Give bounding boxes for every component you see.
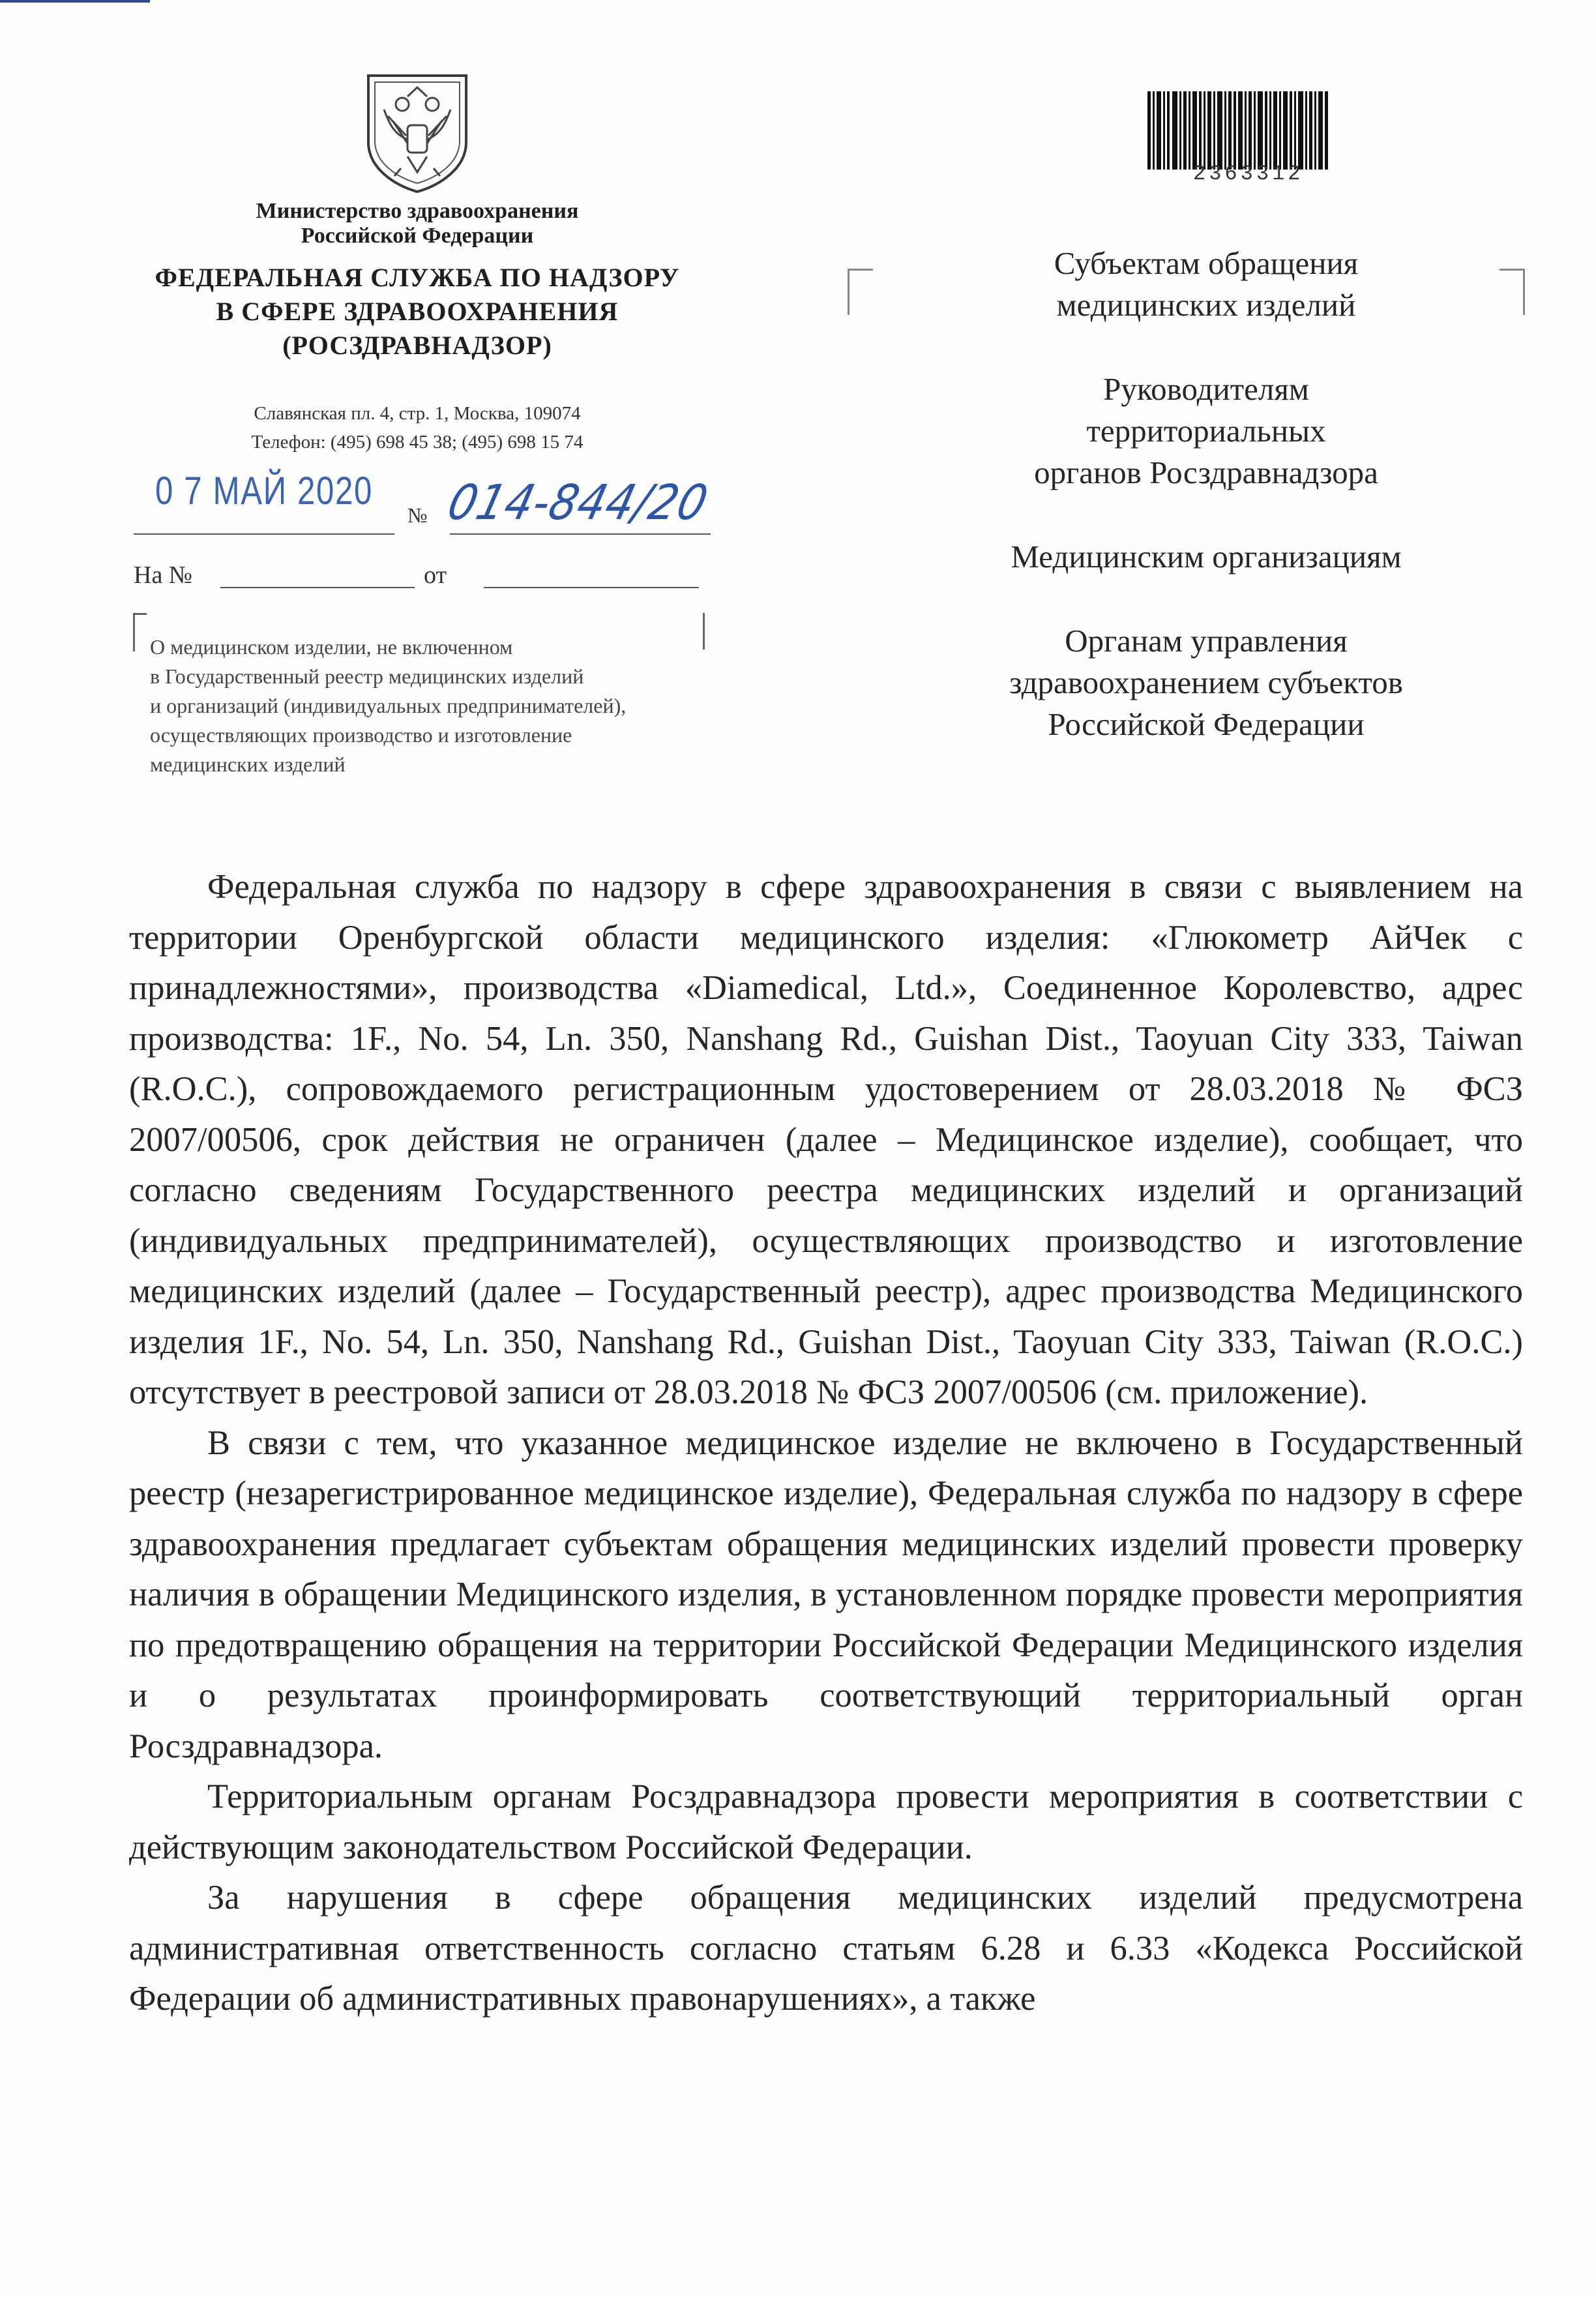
letter-body — [129, 862, 1523, 2025]
addressee: Руководителям территориальных органов Росздравнадзора — [1034, 371, 1378, 490]
addressee: Медицинским организациям — [1011, 539, 1402, 574]
barcode-number: 2363312 — [1193, 162, 1304, 186]
barcode-icon — [1147, 91, 1329, 170]
number-underline — [450, 533, 711, 535]
reply-to-blank — [220, 587, 415, 588]
date-underline — [134, 533, 394, 535]
coat-of-arms-icon — [355, 70, 479, 194]
addressee-block — [939, 243, 1473, 788]
body-paragraph: В связи с тем, что указанное медицинское изделие не включено в Государственный реестр (незарегистрированное медицинское изделие), Федеральная служба по надзору в сфере здравоохранения предлагает субъектам обращения медицинских изделий провести проверку наличия в обращении Медицинского изделия, в установленном порядке провести мероприятия по предотвращению обращения на территории Российской Федерации Медицинского изделия и о результатах проинформировать соответствующий территориальный орган Росздравнадзора. — [129, 1424, 1523, 1765]
ministry-name: Министерство здравоохранения Российской Федерации — [256, 199, 579, 248]
body-paragraph: За нарушения в сфере обращения медицинских изделий предусмотрена административная ответственность согласно статьям 6.28 и 6.33 «Кодекса Российской Федерации об административных правонарушениях», а также — [129, 1879, 1523, 2018]
body-paragraph: Федеральная служба по надзору в сфере здравоохранения в связи с выявлением на территории Оренбургской области медицинского изделия: «Глюкометр АйЧек с принадлежностями», производства «Diamedical, Ltd.», Соединенное Королевство, адрес производства: 1F., No. 54, Ln. 350, Nanshang Rd., Guishan Dist., Taoyuan City 333, Taiwan (R.O.C.), сопровождаемого регистрационным удостоверением от 28.03.2018 № ФСЗ 2007/00506, срок действия не ограничен (далее – Медицинское изделие), сообщает, что согласно сведениям Государственного реестра медицинских изделий и организаций (индивидуальных предпринимателей), осуществляющих производство и изготовление медицинских изделий (далее – Государственный реестр), адрес производства Медицинского изделия 1F., No. 54, Ln. 350, Nanshang Rd., Guishan Dist., Taoyuan City 333, Taiwan (R.O.C.) отсутствует в реестровой записи от 28.03.2018 № ФСЗ 2007/00506 (см. приложение). — [129, 868, 1523, 1411]
addressee: Органам управления здравоохранением субъектов Российской Федерации — [1009, 623, 1403, 742]
addressee-bracket-right — [1500, 269, 1525, 315]
addressee-bracket-left — [848, 269, 873, 315]
top-edge-mark — [0, 0, 150, 3]
agency-name: ФЕДЕРАЛЬНАЯ СЛУЖБА ПО НАДЗОРУ В СФЕРЕ ЗДРАВООХРАНЕНИЯ (РОСЗДРАВНАДЗОР) — [155, 263, 680, 360]
addressee: Субъектам обращения медицинских изделий — [1054, 245, 1359, 323]
date-stamp: 0 7 МАЙ 2020 — [155, 469, 374, 513]
number-label: № — [407, 503, 428, 527]
reply-to-label: На № — [134, 561, 193, 589]
from-blank — [484, 587, 699, 588]
letter-subject: О медицинском изделии, не включенном в Государственный реестр медицинских изделий и организаций (индивидуальных предпринимателей), осуществляющих производство и изготовление медицинских изделий — [150, 635, 627, 776]
from-label: от — [424, 561, 447, 589]
registration-number: 014-844/20 — [442, 475, 714, 531]
agency-address: Славянская пл. 4, стр. 1, Москва, 109074 Телефон: (495) 698 45 38; (495) 698 15 74 — [251, 403, 584, 453]
subject-bracket-left — [133, 613, 147, 651]
body-paragraph: Территориальным органам Росздравнадзора провести мероприятия в соответствии с действующим законодательством Российской Федерации. — [129, 1778, 1523, 1866]
